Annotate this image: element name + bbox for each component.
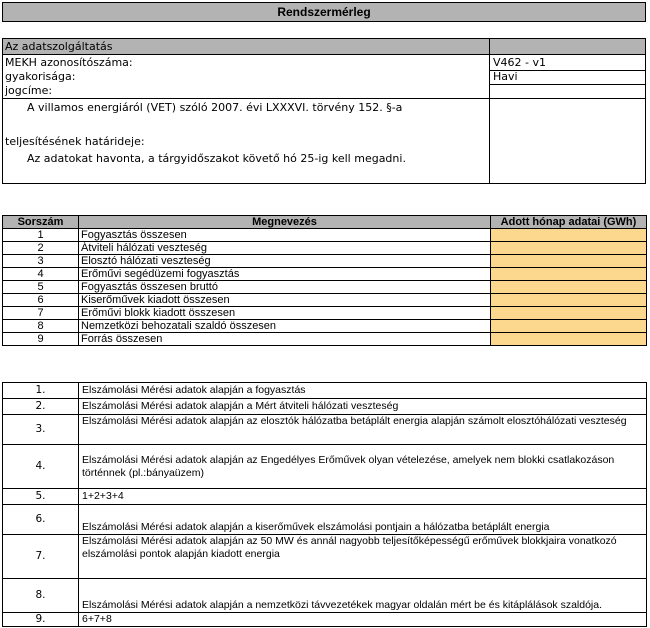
col-header-name: Megnevezés bbox=[79, 216, 491, 229]
row-serial: 4 bbox=[3, 268, 79, 281]
row-serial: 7 bbox=[3, 307, 79, 320]
deadline-text: Az adatokat havonta, a tárgyidőszakot követő hó 25-ig kell megadni. bbox=[27, 152, 406, 165]
row-serial: 8 bbox=[3, 320, 79, 333]
row-serial: 2 bbox=[3, 242, 79, 255]
col-header-value: Adott hónap adatai (GWh) bbox=[491, 216, 647, 229]
legal-basis-text: A villamos energiáról (VET) szóló 2007. évi LXXXVI. törvény 152. §-a bbox=[27, 101, 403, 114]
row-name: Fogyasztás összesen bruttó bbox=[79, 281, 491, 294]
row-serial: 9 bbox=[3, 333, 79, 346]
row-value-input[interactable] bbox=[491, 268, 647, 281]
row-name: Nemzetközi behozatali szaldó összesen bbox=[79, 320, 491, 333]
page-title: Rendszermérleg bbox=[2, 2, 646, 22]
mekh-label: MEKH azonosítószáma: bbox=[5, 56, 133, 69]
table-row bbox=[3, 320, 647, 333]
row-name: Erőművi segédüzemi fogyasztás bbox=[79, 268, 491, 281]
row-serial: 6 bbox=[3, 294, 79, 307]
row-description: Elszámolási Mérési adatok alapján az elosztók hálózatba betáplált energia alapján számolt elosztóhálózati veszteség bbox=[79, 415, 647, 445]
table-row bbox=[3, 268, 647, 281]
row-value-input[interactable] bbox=[491, 320, 647, 333]
table-row bbox=[3, 242, 647, 255]
table-row bbox=[3, 535, 647, 579]
row-description: Elszámolási Mérési adatok alapján az Engedélyes Erőművek olyan vételezése, amelyek nem blokki csatlakozáson történnek (pl.:bányaüzem) bbox=[79, 445, 647, 489]
row-serial: 3 bbox=[3, 255, 79, 268]
table-row bbox=[3, 294, 647, 307]
row-description: 1+2+3+4 bbox=[79, 489, 647, 505]
info-header bbox=[3, 39, 645, 55]
row-value-input[interactable] bbox=[491, 255, 647, 268]
definitions-table bbox=[2, 382, 647, 627]
table-row bbox=[3, 613, 647, 627]
table-row bbox=[3, 489, 647, 505]
row-description: Elszámolási Mérési adatok alapján a Mért átviteli hálózati veszteség bbox=[79, 399, 647, 415]
legal-basis-label: jogcíme: bbox=[5, 84, 53, 97]
row-name: Fogyasztás összesen bbox=[79, 229, 491, 242]
row-description: Elszámolási Mérési adatok alapján az 50 MW és annál nagyobb teljesítőképességű erőművek blokkjaira vonatkozó elszámolási pontok alapján kiadott energia bbox=[79, 535, 647, 579]
row-description: Elszámolási Mérési adatok alapján a fogyasztás bbox=[79, 383, 647, 399]
table-row bbox=[3, 445, 647, 489]
mekh-value: V462 - v1 bbox=[493, 56, 546, 69]
row-description: 6+7+8 bbox=[79, 613, 647, 627]
table-row bbox=[3, 399, 647, 415]
row-serial: 5 bbox=[3, 281, 79, 294]
table-row bbox=[3, 505, 647, 535]
row-value-input[interactable] bbox=[491, 294, 647, 307]
row-value-input[interactable] bbox=[491, 281, 647, 294]
row-serial: 6. bbox=[3, 505, 79, 535]
row-description: Elszámolási Mérési adatok alapján a kiserőművek elszámolási pontjain a hálózatba betáplált energia bbox=[79, 505, 647, 535]
row-serial: 4. bbox=[3, 445, 79, 489]
table-row bbox=[3, 383, 647, 399]
frequency-value: Havi bbox=[493, 70, 518, 83]
row-serial: 3. bbox=[3, 415, 79, 445]
table-row bbox=[3, 281, 647, 294]
row-value-input[interactable] bbox=[491, 242, 647, 255]
info-header-label: Az adatszolgáltatás bbox=[5, 40, 113, 53]
row-name: Elosztó hálózati veszteség bbox=[79, 255, 491, 268]
table-row bbox=[3, 579, 647, 613]
row-description: Elszámolási Mérési adatok alapján a nemzetközi távvezetékek magyar oldalán mért be és kitáplálások szaldója. bbox=[79, 579, 647, 613]
table-row bbox=[3, 229, 647, 242]
table-row bbox=[3, 333, 647, 346]
row-name: Kiserőművek kiadott összesen bbox=[79, 294, 491, 307]
row-serial: 9. bbox=[3, 613, 79, 627]
row-serial: 7. bbox=[3, 535, 79, 579]
table-row bbox=[3, 255, 647, 268]
system-balance-table bbox=[2, 215, 647, 346]
row-serial: 1 bbox=[3, 229, 79, 242]
row-serial: 2. bbox=[3, 399, 79, 415]
row-value-input[interactable] bbox=[491, 229, 647, 242]
row-name: Átviteli hálózati veszteség bbox=[79, 242, 491, 255]
table-row bbox=[3, 415, 647, 445]
deadline-label: teljesítésének határideje: bbox=[5, 135, 145, 148]
info-row-line bbox=[3, 98, 645, 99]
row-serial: 8. bbox=[3, 579, 79, 613]
row-serial: 5. bbox=[3, 489, 79, 505]
row-name: Forrás összesen bbox=[79, 333, 491, 346]
row-serial: 1. bbox=[3, 383, 79, 399]
row-name: Erőművi blokk kiadott összesen bbox=[79, 307, 491, 320]
frequency-label: gyakorisága: bbox=[5, 70, 76, 83]
info-block bbox=[2, 38, 646, 184]
row-value-input[interactable] bbox=[491, 307, 647, 320]
row-value-input[interactable] bbox=[491, 333, 647, 346]
table-header-row bbox=[3, 216, 647, 229]
info-row-line bbox=[489, 84, 645, 85]
info-divider bbox=[489, 39, 490, 183]
col-header-serial: Sorszám bbox=[3, 216, 79, 229]
table-row bbox=[3, 307, 647, 320]
